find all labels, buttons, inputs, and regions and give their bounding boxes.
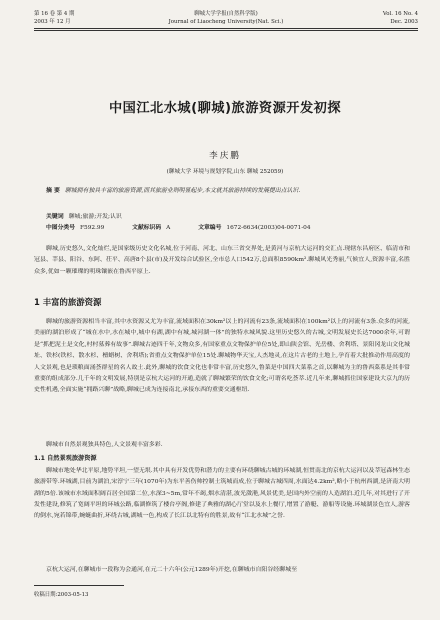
header-center bbox=[34, 10, 418, 26]
intro-paragraph: 聊城,历史悠久,文化灿烂,是国家级历史文化名城,位于河南、河北、山东三省交界处,是黄河与京杭大运河的交汇点.现辖东昌府区、临清市和冠县、莘县、阳谷、东阿、茌平、高唐8个县(市)及开发综合试验区,全市总人口542万,总面积8590km².聊城风光秀丽,气候宜人,资源丰富,名胜众多,优如一颗璀璨的明珠镶嵌在鲁西平原上. bbox=[34, 245, 410, 275]
header-date: 2003 年 12 月 bbox=[34, 19, 71, 25]
header-journal-en: Journal of Liaocheng University(Nat. Sci.) bbox=[168, 19, 284, 25]
footnote-rule bbox=[34, 585, 124, 586]
body-paragraph: 聊城的旅游资源相当丰富,其中水资源又尤为丰富,流域面积在30km²以上的河流有23条,流域面积在100km²以上的河流有3条.众多的河流,美丽的湖泊形成了“城在水中,水在城中,城中有湖,湖中有城,城河湖一体”的独特水城风貌.这里历史悠久的古城,文明发展史长达7000余年,可谓是“抓把泥土是文化,村村墓葬有故事”.聊城古迹四千年,文物众多,有国家重点文物保护单位5处,即山陕会馆、光岳楼、舍利塔、景阳冈龙山文化城址、铁杉(铁杉、散水杉、檀蜡树、舍利塔);省重点文物保护单位15处.聊城物华天宝,人杰地灵,在这片古老的土地上,孕育着大批推动作用高度的人文景观,也是琐粮面涌荟群星的名人故土.此外,聊城的饮食文化也非常丰富,历史悠久,鲁菜是中国四大菜系之首,以聊城为主的鲁西菜系是其非常重要的组成部分.几千年的文明发展,特别是京杭大运河的开通,造就了聊城繁荣的饮食文化;可谓名吃荟萃.近几年来,聊城抓住国家建设大京九的历史性机遇,全面实施“拥路兴聊”战略,聊城已成为连接南北,承接东西的重要交通枢纽. bbox=[34, 318, 410, 394]
paper-title: 中国江北水城(聊城)旅游资源开发初探 bbox=[108, 101, 342, 116]
keywords bbox=[46, 212, 394, 222]
header-right bbox=[383, 10, 418, 26]
header-rule-thin bbox=[34, 30, 418, 31]
received-date: 收稿日期:2003-05-13 bbox=[34, 592, 89, 598]
header-volume: 第 16 卷 第 4 期 bbox=[34, 11, 75, 17]
keywords-text: 聊城;旅游;开发;认识 bbox=[68, 214, 122, 220]
header-volume-en: Vol. 16 No. 4 bbox=[382, 11, 418, 17]
article-number bbox=[198, 223, 310, 233]
abstract-label: 摘 要 bbox=[46, 188, 60, 194]
classification-line bbox=[46, 223, 406, 233]
header-date-en: Dec. 2003 bbox=[390, 19, 418, 25]
clc-value: F592.99 bbox=[80, 225, 105, 231]
header-rule bbox=[34, 28, 418, 29]
running-header bbox=[34, 10, 418, 36]
document-code bbox=[132, 223, 170, 233]
body-paragraph: 聊城市自然景观独具特色,人文景观丰富多彩. bbox=[46, 441, 163, 448]
article-number-value: 1672-6634(2003)04-0071-04 bbox=[226, 225, 311, 231]
body-paragraph: 聊城市地处华北平原,地势平坦,一望无垠.其中具有开发优势和潜力的主要有环绕聊城古城的环城湖,恒贯南北的京杭大运河以及莘冠森林生态旅游带等.环城湖,目前为湖泊,宋淳宁三年(1070年)为东平善伤帅控制土筑城而成,位于聊城古城四周,水面达4.2km²,略小于杭州西湖,是济南大明湖的5倍.该城市水域面积阔百居全国第二位,水深3~5m,常年不竭,烟水清湛,波光潋滟,风景优美,是国内外空前的人造湖泊.近几年,对其进行了开发性建设,修筑了宽阔平坦的环城公路,临湖修筑了楼台亭阁,修建了典雅的湖心厅堂以及水上餐厅,增置了游艇、游船等设施.环城湖景色宜人,游客的倒水,宛若锦带,蜿蜒曲折,环绕古城,湖城一色,构成了长江以北特有的胜景,故有“江北水城”之誉. bbox=[34, 467, 410, 520]
article-number-label: 文章编号 bbox=[198, 225, 222, 231]
doc-code-value: A bbox=[166, 225, 171, 231]
body-paragraph: 京杭大运河,在聊城市一段称为会通河,在元二十六年(公元1289年)开挖,在聊城市自阳谷经聊城至 bbox=[46, 566, 298, 573]
header-journal-cn: 聊城大学学报(自然科学版) bbox=[194, 11, 258, 17]
subsection-heading: 1.1 自然景观旅游资源 bbox=[34, 455, 97, 462]
abstract-text: 聊城拥有独具丰富的旅游资源,而其旅游业则明显起步,本文就其旅游持续的发展提出点认识. bbox=[64, 188, 301, 194]
abstract bbox=[46, 186, 394, 196]
keywords-label: 关键词 bbox=[46, 214, 64, 220]
clc-label: 中图分类号 bbox=[46, 225, 75, 231]
section-heading: 1 丰富的旅游资源 bbox=[34, 297, 102, 307]
author-name: 李庆鹏 bbox=[209, 151, 241, 161]
author-affiliation: (聊城大学 环境与规划学院,山东 聊城 252059) bbox=[166, 169, 284, 175]
doc-code-label: 文献标识码 bbox=[132, 225, 162, 231]
clc-number bbox=[46, 223, 104, 233]
